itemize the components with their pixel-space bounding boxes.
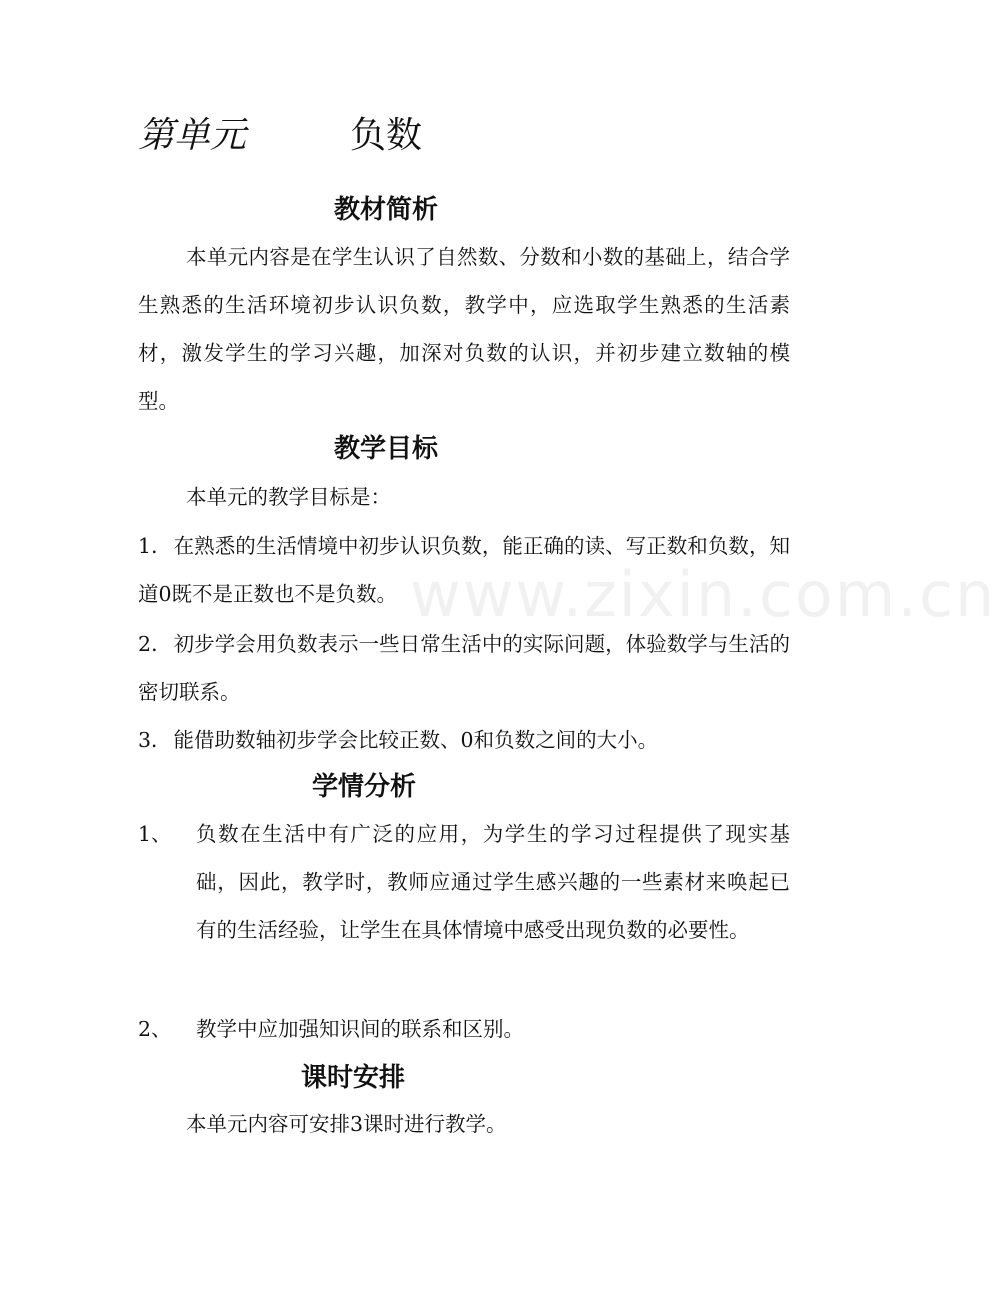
schedule-paragraph: 本单元内容可安排3课时进行教学。 — [186, 1112, 507, 1136]
unit-title-name: 负数 — [350, 115, 423, 156]
objective-item-1 — [138, 522, 790, 618]
objective-text: 能借助数轴初步学会比较正数、0和负数之间的大小。 — [173, 728, 659, 752]
objective-text: 初步学会用负数表示一些日常生活中的实际问题，体验数学与生活的密切联系。 — [138, 632, 790, 704]
heading-materials: 教材简析 — [334, 195, 439, 225]
analysis-item-1 — [138, 810, 790, 954]
analysis-text: 负数在生活中有广泛的应用，为学生的学习过程提供了现实基础，因此，教学时，教师应通过学生感兴趣的一些素材来唤起已有的生活经验，让学生在具体情境中感受出现负数的必要性。 — [196, 822, 790, 942]
unit-title — [138, 112, 422, 160]
objective-item-2 — [138, 620, 790, 716]
watermark: www.zixin.com.cn — [410, 558, 996, 631]
objective-item-3 — [138, 716, 790, 764]
heading-analysis: 学情分析 — [312, 772, 417, 802]
objectives-intro: 本单元的教学目标是： — [186, 485, 391, 509]
objective-number: 3． — [138, 728, 172, 752]
objective-text: 在熟悉的生活情境中初步认识负数，能正确的读、写正数和负数，知道0既不是正数也不是负数。 — [138, 534, 790, 606]
analysis-item-2 — [138, 1005, 790, 1053]
objective-number: 1． — [138, 534, 172, 558]
analysis-text: 教学中应加强知识间的联系和区别。 — [196, 1017, 524, 1041]
heading-schedule: 课时安排 — [301, 1063, 406, 1093]
materials-paragraph: 本单元内容是在学生认识了自然数、分数和小数的基础上，结合学生熟悉的生活环境初步认识负数，教学中，应选取学生熟悉的生活素材，激发学生的学习兴趣，加深对负数的认识，并初步建立数轴的模型。 — [138, 245, 790, 413]
unit-title-prefix: 第单元 — [138, 115, 247, 156]
analysis-number: 1、 — [138, 822, 172, 846]
objective-number: 2． — [138, 632, 172, 656]
analysis-number: 2、 — [138, 1017, 172, 1041]
heading-objectives: 教学目标 — [334, 434, 439, 464]
